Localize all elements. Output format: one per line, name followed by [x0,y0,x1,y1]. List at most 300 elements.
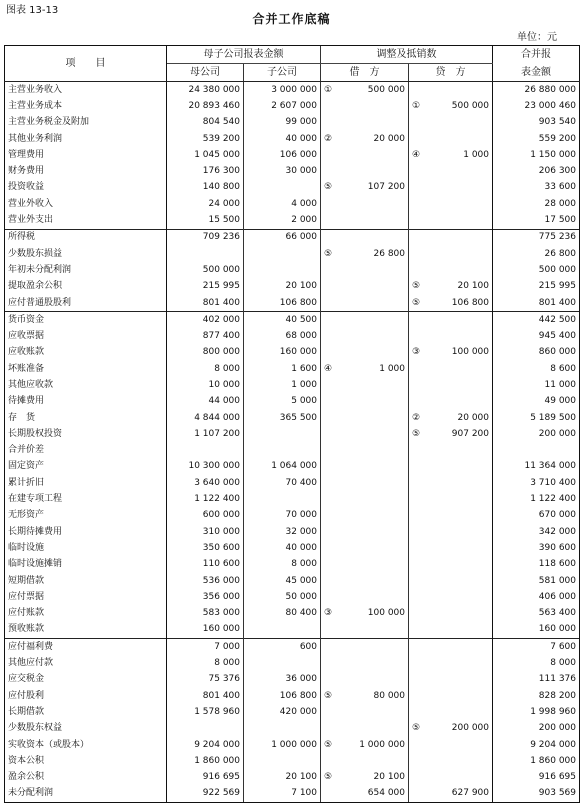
debit-cell [321,540,409,556]
debit-cell [321,704,409,720]
figure-label: 图表 13-13 [6,5,59,16]
subsidiary-amount: 40 000 [244,131,321,147]
row-item-label: 累计折旧 [5,475,167,491]
parent-amount: 3 640 000 [167,475,244,491]
debit-cell [321,672,409,688]
consolidated-amount: 775 236 [493,229,580,246]
debit-amount: 107 200 [367,182,405,193]
debit-entry-number: ⑤ [324,690,333,701]
consolidated-amount: 559 200 [493,131,580,147]
parent-amount: 500 000 [167,262,244,278]
table-row [5,639,580,656]
debit-cell [321,180,409,196]
debit-cell [321,475,409,491]
parent-amount: 804 540 [167,115,244,131]
table-row [5,769,580,785]
row-item-label: 实收资本（或股本） [5,737,167,753]
consolidated-amount: 903 569 [493,786,580,803]
consolidated-amount: 1 860 000 [493,753,580,769]
subsidiary-amount: 365 500 [244,410,321,426]
row-item-label: 财务费用 [5,163,167,179]
debit-entry-number: ① [324,84,333,95]
subsidiary-amount: 20 100 [244,279,321,295]
parent-amount: 9 204 000 [167,737,244,753]
parent-amount: 356 000 [167,589,244,605]
table-header [5,46,580,82]
debit-cell [321,131,409,147]
subsidiary-amount: 68 000 [244,328,321,344]
subsidiary-amount: 1 600 [244,361,321,377]
credit-cell [409,540,493,556]
consolidated-amount: 7 600 [493,639,580,656]
parent-amount: 402 000 [167,312,244,329]
debit-cell [321,410,409,426]
table-row [5,672,580,688]
row-item-label: 合并价差 [5,443,167,459]
credit-cell [409,753,493,769]
credit-cell [409,786,493,803]
debit-cell [321,147,409,163]
table-row [5,131,580,147]
debit-cell [321,737,409,753]
table-row [5,279,580,295]
subsidiary-amount [244,491,321,507]
debit-cell [321,426,409,442]
parent-amount: 350 600 [167,540,244,556]
row-item-label: 应付普通股股利 [5,295,167,312]
debit-entry-number: ⑤ [324,182,333,193]
parent-amount: 4 844 000 [167,410,244,426]
header-parent: 母公司 [167,64,244,82]
consolidated-amount: 903 540 [493,115,580,131]
row-item-label: 预收账款 [5,622,167,639]
debit-amount: 20 000 [373,133,405,144]
parent-amount: 110 600 [167,557,244,573]
credit-cell [409,345,493,361]
parent-amount: 7 000 [167,639,244,656]
table-row [5,573,580,589]
subsidiary-amount: 99 000 [244,115,321,131]
parent-amount: 1 045 000 [167,147,244,163]
debit-cell [321,246,409,262]
row-item-label: 在建专项工程 [5,491,167,507]
table-row [5,524,580,540]
consolidated-amount: 200 000 [493,426,580,442]
parent-amount: 10 000 [167,377,244,393]
subsidiary-amount: 7 100 [244,786,321,803]
consolidated-amount: 49 000 [493,394,580,410]
credit-cell [409,459,493,475]
row-item-label: 盈余公积 [5,769,167,785]
debit-cell [321,589,409,605]
debit-amount: 100 000 [367,608,405,619]
debit-cell [321,769,409,785]
parent-amount: 600 000 [167,508,244,524]
parent-amount: 8 000 [167,655,244,671]
table-row [5,246,580,262]
row-item-label: 管理费用 [5,147,167,163]
subsidiary-amount [244,180,321,196]
table-row [5,688,580,704]
parent-amount: 1 122 400 [167,491,244,507]
row-item-label: 其他业务利润 [5,131,167,147]
parent-amount: 583 000 [167,606,244,622]
table-row [5,491,580,507]
consolidated-amount: 563 400 [493,606,580,622]
subsidiary-amount: 40 000 [244,540,321,556]
debit-cell [321,196,409,212]
table-row [5,622,580,639]
unit-label: 单位：元 [517,32,557,43]
row-item-label: 长期待摊费用 [5,524,167,540]
subsidiary-amount: 32 000 [244,524,321,540]
table-row [5,115,580,131]
table-row [5,475,580,491]
consolidated-amount: 945 400 [493,328,580,344]
debit-amount: 20 100 [373,772,405,783]
credit-cell [409,262,493,278]
row-item-label: 少数股东损益 [5,246,167,262]
credit-cell [409,180,493,196]
subsidiary-amount: 160 000 [244,345,321,361]
credit-cell [409,475,493,491]
subsidiary-amount: 20 100 [244,769,321,785]
subsidiary-amount [244,443,321,459]
subsidiary-amount: 66 000 [244,229,321,246]
consolidated-amount: 111 376 [493,672,580,688]
table-row [5,163,580,179]
credit-entry-number: ⑤ [412,297,421,308]
credit-entry-number: ④ [412,149,421,160]
row-item-label: 应付股利 [5,688,167,704]
parent-amount: 10 300 000 [167,459,244,475]
debit-cell [321,361,409,377]
table-row [5,443,580,459]
debit-cell [321,394,409,410]
row-item-label: 应付福利费 [5,639,167,656]
credit-cell [409,672,493,688]
consolidated-amount: 1 998 960 [493,704,580,720]
credit-cell [409,328,493,344]
consolidated-amount: 215 995 [493,279,580,295]
table-row [5,212,580,229]
consolidated-amount: 11 364 000 [493,459,580,475]
row-item-label: 其他应付款 [5,655,167,671]
consolidated-amount: 860 000 [493,345,580,361]
debit-cell [321,82,409,99]
debit-cell [321,295,409,312]
parent-amount: 24 000 [167,196,244,212]
subsidiary-amount: 106 800 [244,688,321,704]
parent-amount: 1 860 000 [167,753,244,769]
subsidiary-amount [244,426,321,442]
consolidated-amount [493,443,580,459]
table-row [5,508,580,524]
parent-amount: 801 400 [167,688,244,704]
header-debit: 借 方 [321,64,409,82]
consolidated-amount: 5 189 500 [493,410,580,426]
credit-cell [409,508,493,524]
table-row [5,262,580,278]
consolidated-amount: 118 600 [493,557,580,573]
debit-cell [321,212,409,229]
parent-amount: 709 236 [167,229,244,246]
consolidated-amount: 916 695 [493,769,580,785]
parent-amount: 801 400 [167,295,244,312]
parent-amount: 20 893 460 [167,98,244,114]
subsidiary-amount: 600 [244,639,321,656]
table-row [5,737,580,753]
consolidated-amount: 17 500 [493,212,580,229]
credit-cell [409,524,493,540]
consolidated-amount: 28 000 [493,196,580,212]
table-body [5,82,580,803]
consolidated-amount: 206 300 [493,163,580,179]
credit-cell [409,312,493,329]
consolidated-amount: 442 500 [493,312,580,329]
row-item-label: 投资收益 [5,180,167,196]
parent-amount [167,443,244,459]
row-item-label: 应收票据 [5,328,167,344]
credit-amount: 100 000 [451,347,489,358]
consolidated-amount: 8 600 [493,361,580,377]
parent-amount: 215 995 [167,279,244,295]
subsidiary-amount [244,753,321,769]
parent-amount: 877 400 [167,328,244,344]
debit-cell [321,688,409,704]
table-row [5,361,580,377]
debit-cell [321,606,409,622]
consolidated-amount: 670 000 [493,508,580,524]
row-item-label: 年初未分配利润 [5,262,167,278]
parent-amount: 75 376 [167,672,244,688]
credit-cell [409,196,493,212]
parent-amount: 310 000 [167,524,244,540]
debit-amount: 1 000 000 [359,739,405,750]
debit-cell [321,622,409,639]
header-subsidiary: 子公司 [244,64,321,82]
credit-cell [409,279,493,295]
debit-amount: 26 800 [373,248,405,259]
debit-cell [321,262,409,278]
table-row [5,82,580,99]
credit-cell [409,622,493,639]
consolidated-amount: 23 000 460 [493,98,580,114]
subsidiary-amount [244,622,321,639]
consolidated-amount: 11 000 [493,377,580,393]
debit-cell [321,491,409,507]
credit-cell [409,295,493,312]
debit-cell [321,443,409,459]
row-item-label: 其他应收款 [5,377,167,393]
credit-entry-number: ③ [412,347,421,358]
credit-entry-number: ① [412,100,421,111]
parent-amount: 140 800 [167,180,244,196]
table-row [5,196,580,212]
debit-cell [321,328,409,344]
subsidiary-amount: 1 000 [244,377,321,393]
table-row [5,98,580,114]
row-item-label: 提取盈余公积 [5,279,167,295]
credit-cell [409,394,493,410]
row-item-label: 存 货 [5,410,167,426]
consolidated-amount: 26 880 000 [493,82,580,99]
credit-cell [409,410,493,426]
consolidated-amount: 33 600 [493,180,580,196]
debit-cell [321,557,409,573]
parent-amount: 1 107 200 [167,426,244,442]
credit-cell [409,82,493,99]
debit-entry-number: ⑤ [324,248,333,259]
subsidiary-amount: 3 000 000 [244,82,321,99]
credit-cell [409,377,493,393]
subsidiary-amount: 2 000 [244,212,321,229]
table-row [5,704,580,720]
credit-cell [409,589,493,605]
row-item-label: 应付账款 [5,606,167,622]
parent-amount: 160 000 [167,622,244,639]
subsidiary-amount: 1 000 000 [244,737,321,753]
subsidiary-amount: 40 500 [244,312,321,329]
debit-cell [321,279,409,295]
debit-cell [321,639,409,656]
row-item-label: 主营业务收入 [5,82,167,99]
table-row [5,328,580,344]
credit-cell [409,557,493,573]
row-item-label: 少数股东权益 [5,721,167,737]
table-row [5,377,580,393]
consolidated-amount: 801 400 [493,295,580,312]
debit-cell [321,721,409,737]
header-credit: 贷 方 [409,64,493,82]
debit-cell [321,98,409,114]
debit-entry-number: ④ [324,363,333,374]
header-consolidated-line2: 表金额 [493,64,580,82]
subsidiary-amount [244,262,321,278]
parent-amount: 800 000 [167,345,244,361]
credit-cell [409,606,493,622]
table-row [5,180,580,196]
subsidiary-amount [244,655,321,671]
subsidiary-amount: 80 400 [244,606,321,622]
row-item-label: 临时设施摊销 [5,557,167,573]
row-item-label: 长期借款 [5,704,167,720]
parent-amount [167,246,244,262]
table-row [5,312,580,329]
credit-cell [409,769,493,785]
credit-cell [409,361,493,377]
parent-amount: 15 500 [167,212,244,229]
debit-cell [321,115,409,131]
row-item-label: 所得税 [5,229,167,246]
subsidiary-amount: 420 000 [244,704,321,720]
credit-entry-number: ⑤ [412,723,421,734]
debit-cell [321,163,409,179]
subsidiary-amount [244,246,321,262]
credit-cell [409,573,493,589]
consolidated-amount: 500 000 [493,262,580,278]
row-item-label: 待摊费用 [5,394,167,410]
parent-amount: 536 000 [167,573,244,589]
subsidiary-amount: 30 000 [244,163,321,179]
credit-cell [409,491,493,507]
debit-cell [321,345,409,361]
consolidated-amount: 3 710 400 [493,475,580,491]
subsidiary-amount: 45 000 [244,573,321,589]
credit-cell [409,229,493,246]
subsidiary-amount: 2 607 000 [244,98,321,114]
row-item-label: 无形资产 [5,508,167,524]
credit-amount: 200 000 [451,723,489,734]
debit-cell [321,312,409,329]
header-consolidated-line1: 合并报 [493,46,580,64]
table-row [5,394,580,410]
consolidated-amount: 1 150 000 [493,147,580,163]
subsidiary-amount: 8 000 [244,557,321,573]
debit-amount: 500 000 [367,84,405,95]
parent-amount [167,721,244,737]
consolidation-worksheet-table [4,45,580,803]
parent-amount: 24 380 000 [167,82,244,99]
subsidiary-amount: 5 000 [244,394,321,410]
debit-amount: 1 000 [379,363,405,374]
credit-amount: 106 800 [451,297,489,308]
credit-entry-number: ⑤ [412,428,421,439]
subsidiary-amount: 106 800 [244,295,321,312]
consolidated-amount: 9 204 000 [493,737,580,753]
subsidiary-amount: 70 000 [244,508,321,524]
credit-cell [409,98,493,114]
table-row [5,147,580,163]
table-row [5,295,580,312]
table-row [5,345,580,361]
debit-entry-number: ⑤ [324,772,333,783]
debit-cell [321,508,409,524]
row-item-label: 长期股权投资 [5,426,167,442]
credit-cell [409,443,493,459]
table-row [5,540,580,556]
parent-amount: 922 569 [167,786,244,803]
parent-amount: 539 200 [167,131,244,147]
row-item-label: 临时设施 [5,540,167,556]
row-item-label: 主营业务成本 [5,98,167,114]
subsidiary-amount: 50 000 [244,589,321,605]
debit-entry-number: ③ [324,608,333,619]
debit-cell [321,786,409,803]
row-item-label: 资本公积 [5,753,167,769]
credit-cell [409,147,493,163]
credit-entry-number: ② [412,412,421,423]
subsidiary-amount: 106 000 [244,147,321,163]
consolidated-amount: 160 000 [493,622,580,639]
table-row [5,426,580,442]
debit-cell [321,524,409,540]
table-row [5,721,580,737]
debit-amount: 80 000 [373,690,405,701]
debit-cell [321,377,409,393]
credit-cell [409,704,493,720]
credit-cell [409,639,493,656]
table-row [5,786,580,803]
subsidiary-amount: 4 000 [244,196,321,212]
credit-cell [409,426,493,442]
row-item-label: 营业外收入 [5,196,167,212]
debit-cell [321,655,409,671]
consolidated-amount: 390 600 [493,540,580,556]
debit-entry-number: ② [324,133,333,144]
credit-cell [409,655,493,671]
subsidiary-amount: 1 064 000 [244,459,321,475]
